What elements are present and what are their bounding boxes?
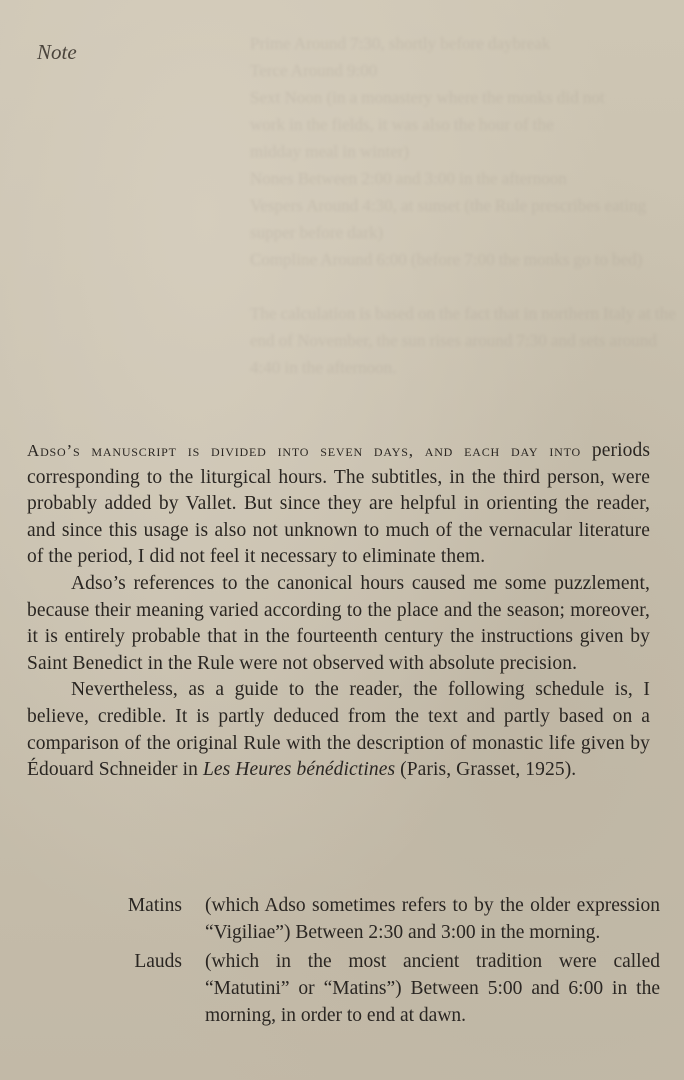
paragraph-1-text: periods corresponding to the liturgical hours. The subtitles, in the third person, were probably added by Vallet. But since they are helpful in orienting the reader, and since this usage is also not unknown to much of the vernacular literature of the period, I did not feel it necessary to eliminate them. [27,440,651,568]
bleed-through-line: Sext Noon (in a monastery where the monks did not [250,88,605,107]
hour-description: (which Adso sometimes refers to by the older expression “Vigiliae”) Between 2:30 and 3:00 in the morning. [205,895,660,943]
bleed-through-line: The calculation is based on the fact that in northern Italy at the [250,304,676,323]
paragraph-3 [27,677,650,783]
book-title: Les Heures bénédictines [202,759,396,781]
bleed-through-text [250,30,676,381]
bleed-through-line: Terce Around 9:00 [250,61,378,80]
paragraph-3-citation: (Paris, Grasset, 1925). [400,759,577,781]
bleed-through-line: Nones Between 2:00 and 3:00 in the afternoon [250,169,567,188]
bleed-through-line: work in the fields, it was also the hour of the [250,115,554,134]
schedule-row-matins [27,892,660,946]
bleed-through-line: midday meal in winter) [250,142,410,161]
bleed-through-line: end of November, the sun rises around 7:30 and sets around [250,331,657,350]
bleed-through-line: Prime Around 7:30, shortly before daybreak [250,34,551,53]
schedule-row-lauds [27,948,660,1029]
bleed-through-line: 4:40 in the afternoon. [250,358,397,377]
hours-schedule [27,892,660,1031]
bleed-through-line: Compline Around 6:00 (before 7:00 the monks go to bed) [250,250,643,269]
hour-name: Matins [127,895,182,916]
bleed-through-line: Vespers Around 4:30, at sunset (the Rule prescribes eating [250,196,647,215]
paragraph-2: Adso’s references to the canonical hours caused me some puzzlement, because their meaning varied according to the place and the season; moreover, it is entirely probable that in the fourteenth century the instructions given by Saint Benedict in the Rule were not observed with absolute precision. [27,572,650,674]
hour-name: Lauds [134,951,182,972]
main-text [27,438,650,784]
opening-small-caps: Adso’s manuscript is divided into seven days, and each day into [27,441,581,460]
paragraph-1 [27,438,650,571]
bleed-through-line [250,273,670,300]
bleed-through-line: supper before dark) [250,223,384,242]
page-title: Note [37,40,77,64]
hour-description: (which in the most ancient tradition were called “Matutini” or “Matins”) Between 5:00 and 6:00 in the morning, in order to end at dawn. [205,951,660,1026]
paragraph-3-text: Nevertheless, as a guide to the reader, the following schedule is, I believe, credible. It is partly deduced from the text and partly based on a comparison of the original Rule with the description of monastic life given by Édouard Schneider in [27,679,650,781]
